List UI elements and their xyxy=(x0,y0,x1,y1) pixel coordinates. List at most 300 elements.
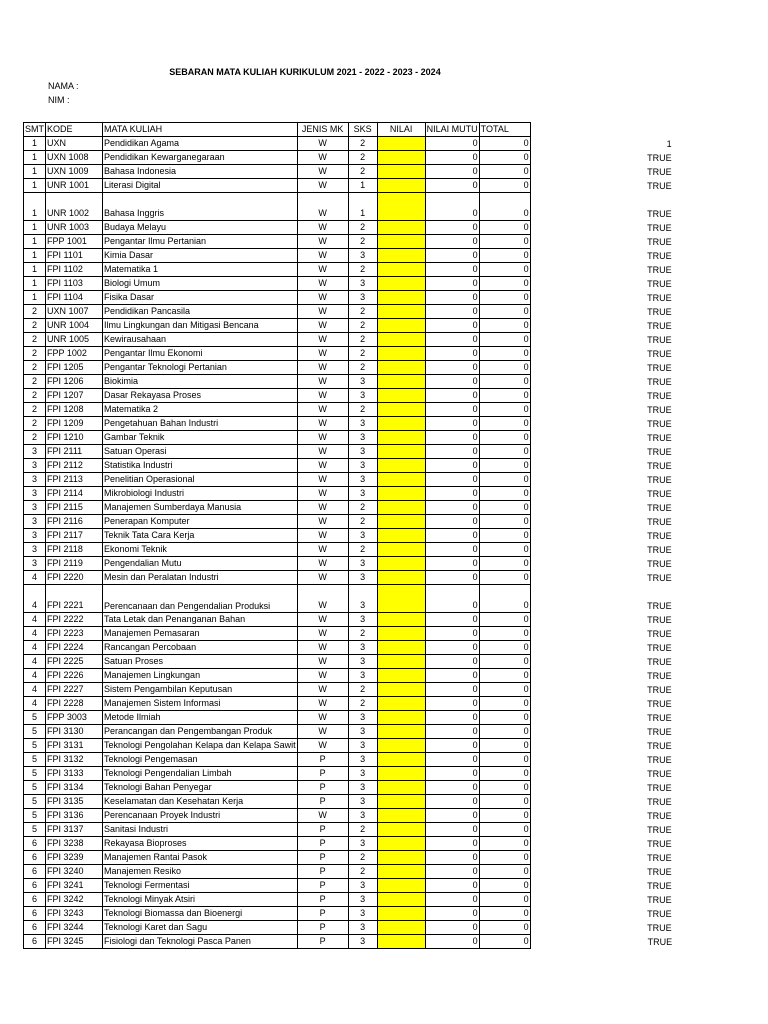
cell-kode: FPI 3241 xyxy=(46,879,103,893)
cell-sks: 2 xyxy=(348,319,377,333)
cell-jenis-mk: W xyxy=(297,445,348,459)
cell-kode: FPI 3245 xyxy=(46,935,103,949)
cell-kode: FPI 2226 xyxy=(46,669,103,683)
cell-sks: 3 xyxy=(348,417,377,431)
cell-mata-kuliah: Perancangan dan Pengembangan Produk xyxy=(103,725,298,739)
cell-nilai-mutu: 0 xyxy=(425,277,479,291)
table-row xyxy=(24,165,674,179)
table-row xyxy=(24,235,674,249)
cell-jenis-mk: P xyxy=(297,767,348,781)
cell-nilai-input[interactable] xyxy=(377,781,425,795)
table-row xyxy=(24,585,674,613)
cell-jenis-mk: P xyxy=(297,781,348,795)
cell-extra: TRUE xyxy=(647,796,672,807)
cell-kode: FPI 1101 xyxy=(46,249,103,263)
cell-jenis-mk: W xyxy=(297,389,348,403)
cell-nilai-input[interactable] xyxy=(377,193,425,221)
cell-smt: 3 xyxy=(24,501,46,515)
cell-mata-kuliah: Kewirausahaan xyxy=(103,333,298,347)
cell-smt: 5 xyxy=(24,809,46,823)
cell-extra: TRUE xyxy=(647,292,672,303)
cell-total: 0 xyxy=(479,627,530,641)
cell-nilai-input[interactable] xyxy=(377,725,425,739)
cell-sks: 3 xyxy=(348,935,377,949)
cell-nilai-input[interactable] xyxy=(377,529,425,543)
cell-jenis-mk: P xyxy=(297,753,348,767)
cell-nilai-input[interactable] xyxy=(377,417,425,431)
cell-jenis-mk: W xyxy=(297,571,348,585)
table-row xyxy=(24,305,674,319)
table-row xyxy=(24,291,674,305)
cell-extra: TRUE xyxy=(647,768,672,779)
cell-mata-kuliah: Tata Letak dan Penanganan Bahan xyxy=(103,613,298,627)
cell-total: 0 xyxy=(479,641,530,655)
cell-nilai-input[interactable] xyxy=(377,669,425,683)
cell-smt: 4 xyxy=(24,571,46,585)
cell-nilai-input[interactable] xyxy=(377,137,425,151)
cell-extra: TRUE xyxy=(647,572,672,583)
cell-smt: 5 xyxy=(24,753,46,767)
cell-sks: 3 xyxy=(348,879,377,893)
cell-extra: TRUE xyxy=(647,362,672,373)
cell-total: 0 xyxy=(479,445,530,459)
cell-nilai-mutu: 0 xyxy=(425,445,479,459)
cell-jenis-mk: W xyxy=(297,627,348,641)
cell-sks: 2 xyxy=(348,543,377,557)
cell-nilai-mutu: 0 xyxy=(425,795,479,809)
cell-smt: 2 xyxy=(24,333,46,347)
cell-mata-kuliah: Kimia Dasar xyxy=(103,249,298,263)
cell-total: 0 xyxy=(479,809,530,823)
cell-mata-kuliah: Pengantar Ilmu Ekonomi xyxy=(103,347,298,361)
cell-mata-kuliah: Pendidikan Agama xyxy=(103,137,298,151)
cell-total: 0 xyxy=(479,151,530,165)
cell-kode: FPI 3243 xyxy=(46,907,103,921)
cell-nilai-mutu: 0 xyxy=(425,305,479,319)
cell-kode: FPI 3131 xyxy=(46,739,103,753)
cell-smt: 5 xyxy=(24,823,46,837)
header-nilai: NILAI xyxy=(377,123,425,137)
cell-mata-kuliah: Teknologi Biomassa dan Bioenergi xyxy=(103,907,298,921)
cell-sks: 3 xyxy=(348,809,377,823)
cell-sks: 2 xyxy=(348,515,377,529)
table-row xyxy=(24,725,674,739)
cell-nilai-mutu: 0 xyxy=(425,375,479,389)
cell-nilai-input[interactable] xyxy=(377,711,425,725)
cell-nilai-input[interactable] xyxy=(377,305,425,319)
cell-kode: FPI 3134 xyxy=(46,781,103,795)
cell-sks: 3 xyxy=(348,711,377,725)
cell-nilai-mutu: 0 xyxy=(425,613,479,627)
cell-total: 0 xyxy=(479,571,530,585)
cell-smt: 1 xyxy=(24,249,46,263)
cell-sks: 2 xyxy=(348,851,377,865)
table-row xyxy=(24,837,674,851)
table-row xyxy=(24,473,674,487)
cell-smt: 1 xyxy=(24,235,46,249)
cell-smt: 4 xyxy=(24,641,46,655)
header-mata-kuliah: MATA KULIAH xyxy=(103,123,298,137)
cell-nilai-mutu: 0 xyxy=(425,417,479,431)
cell-sks: 2 xyxy=(348,865,377,879)
table-row xyxy=(24,151,674,165)
cell-kode: FPI 3136 xyxy=(46,809,103,823)
cell-nilai-input[interactable] xyxy=(377,767,425,781)
cell-smt: 1 xyxy=(24,291,46,305)
cell-nilai-input[interactable] xyxy=(377,613,425,627)
cell-sks: 2 xyxy=(348,305,377,319)
cell-mata-kuliah: Statistika Industri xyxy=(103,459,298,473)
cell-nilai-input[interactable] xyxy=(377,165,425,179)
cell-nilai-input[interactable] xyxy=(377,487,425,501)
cell-mata-kuliah: Literasi Digital xyxy=(103,179,298,193)
cell-jenis-mk: P xyxy=(297,823,348,837)
cell-smt: 1 xyxy=(24,151,46,165)
nama-label: NAMA : xyxy=(48,81,79,91)
cell-smt: 6 xyxy=(24,935,46,949)
cell-smt: 1 xyxy=(24,263,46,277)
cell-total: 0 xyxy=(479,543,530,557)
cell-nilai-mutu: 0 xyxy=(425,935,479,949)
header-row xyxy=(24,123,674,137)
cell-nilai-input[interactable] xyxy=(377,627,425,641)
cell-sks: 3 xyxy=(348,473,377,487)
cell-jenis-mk: W xyxy=(297,557,348,571)
cell-nilai-input[interactable] xyxy=(377,753,425,767)
cell-extra: TRUE xyxy=(647,264,672,275)
cell-nilai-input[interactable] xyxy=(377,935,425,949)
cell-sks: 3 xyxy=(348,781,377,795)
cell-mata-kuliah: Pendidikan Kewarganegaraan xyxy=(103,151,298,165)
cell-nilai-input[interactable] xyxy=(377,571,425,585)
cell-kode: FPI 2113 xyxy=(46,473,103,487)
cell-total: 0 xyxy=(479,907,530,921)
cell-mata-kuliah: Pengantar Ilmu Pertanian xyxy=(103,235,298,249)
cell-total: 0 xyxy=(479,235,530,249)
table-row xyxy=(24,809,674,823)
cell-jenis-mk: W xyxy=(297,459,348,473)
table-row xyxy=(24,445,674,459)
cell-nilai-input[interactable] xyxy=(377,319,425,333)
cell-total: 0 xyxy=(479,837,530,851)
cell-smt: 1 xyxy=(24,137,46,151)
cell-kode: FPI 3132 xyxy=(46,753,103,767)
cell-smt: 2 xyxy=(24,389,46,403)
cell-nilai-input[interactable] xyxy=(377,865,425,879)
cell-total: 0 xyxy=(479,417,530,431)
cell-sks: 3 xyxy=(348,529,377,543)
cell-nilai-input[interactable] xyxy=(377,347,425,361)
cell-mata-kuliah: Perencanaan dan Pengendalian Produksi xyxy=(103,585,298,613)
cell-nilai-input[interactable] xyxy=(377,249,425,263)
table-row xyxy=(24,501,674,515)
cell-mata-kuliah: Mikrobiologi Industri xyxy=(103,487,298,501)
cell-kode: FPI 2224 xyxy=(46,641,103,655)
cell-jenis-mk: W xyxy=(297,361,348,375)
cell-nilai-input[interactable] xyxy=(377,403,425,417)
table-row xyxy=(24,361,674,375)
cell-nilai-input[interactable] xyxy=(377,655,425,669)
cell-nilai-mutu: 0 xyxy=(425,753,479,767)
cell-nilai-input[interactable] xyxy=(377,361,425,375)
cell-total: 0 xyxy=(479,753,530,767)
cell-smt: 6 xyxy=(24,879,46,893)
cell-sks: 2 xyxy=(348,501,377,515)
cell-extra: TRUE xyxy=(647,614,672,625)
cell-kode: FPI 3239 xyxy=(46,851,103,865)
cell-nilai-input[interactable] xyxy=(377,697,425,711)
cell-nilai-input[interactable] xyxy=(377,795,425,809)
cell-nilai-input[interactable] xyxy=(377,179,425,193)
cell-smt: 1 xyxy=(24,221,46,235)
cell-sks: 3 xyxy=(348,459,377,473)
cell-nilai-mutu: 0 xyxy=(425,725,479,739)
cell-jenis-mk: W xyxy=(297,543,348,557)
cell-jenis-mk: W xyxy=(297,291,348,305)
cell-kode: FPI 3130 xyxy=(46,725,103,739)
cell-kode: FPI 2227 xyxy=(46,683,103,697)
cell-total: 0 xyxy=(479,291,530,305)
cell-smt: 3 xyxy=(24,445,46,459)
cell-total: 0 xyxy=(479,249,530,263)
cell-kode: FPP 1002 xyxy=(46,347,103,361)
cell-jenis-mk: P xyxy=(297,921,348,935)
cell-total: 0 xyxy=(479,193,530,221)
cell-sks: 3 xyxy=(348,907,377,921)
cell-total: 0 xyxy=(479,277,530,291)
cell-kode: FPI 1103 xyxy=(46,277,103,291)
cell-kode: FPI 2117 xyxy=(46,529,103,543)
cell-extra: TRUE xyxy=(647,348,672,359)
table-row xyxy=(24,557,674,571)
cell-total: 0 xyxy=(479,893,530,907)
table-row xyxy=(24,515,674,529)
cell-nilai-input[interactable] xyxy=(377,431,425,445)
cell-kode: FPI 2225 xyxy=(46,655,103,669)
cell-nilai-input[interactable] xyxy=(377,809,425,823)
cell-nilai-input[interactable] xyxy=(377,851,425,865)
cell-nilai-mutu: 0 xyxy=(425,361,479,375)
cell-extra: TRUE xyxy=(647,334,672,345)
cell-extra: TRUE xyxy=(647,404,672,415)
table-row xyxy=(24,571,674,585)
cell-mata-kuliah: Manajemen Pemasaran xyxy=(103,627,298,641)
cell-extra: TRUE xyxy=(647,782,672,793)
cell-nilai-mutu: 0 xyxy=(425,865,479,879)
cell-total: 0 xyxy=(479,473,530,487)
cell-nilai-input[interactable] xyxy=(377,823,425,837)
table-row xyxy=(24,781,674,795)
cell-nilai-mutu: 0 xyxy=(425,221,479,235)
table-row xyxy=(24,375,674,389)
cell-kode: FPI 2222 xyxy=(46,613,103,627)
cell-nilai-mutu: 0 xyxy=(425,879,479,893)
cell-mata-kuliah: Teknologi Bahan Penyegar xyxy=(103,781,298,795)
cell-nilai-mutu: 0 xyxy=(425,907,479,921)
cell-nilai-input[interactable] xyxy=(377,235,425,249)
cell-jenis-mk: W xyxy=(297,319,348,333)
cell-mata-kuliah: Teknologi Fermentasi xyxy=(103,879,298,893)
cell-extra: TRUE xyxy=(647,516,672,527)
table-row xyxy=(24,403,674,417)
cell-jenis-mk: P xyxy=(297,893,348,907)
cell-jenis-mk: P xyxy=(297,879,348,893)
cell-nilai-input[interactable] xyxy=(377,879,425,893)
cell-nilai-input[interactable] xyxy=(377,333,425,347)
cell-mata-kuliah: Matematika 1 xyxy=(103,263,298,277)
cell-nilai-input[interactable] xyxy=(377,473,425,487)
cell-total: 0 xyxy=(479,921,530,935)
cell-nilai-mutu: 0 xyxy=(425,697,479,711)
cell-extra: TRUE xyxy=(647,628,672,639)
cell-mata-kuliah: Pendidikan Pancasila xyxy=(103,305,298,319)
cell-jenis-mk: W xyxy=(297,529,348,543)
cell-jenis-mk: W xyxy=(297,249,348,263)
cell-jenis-mk: W xyxy=(297,725,348,739)
cell-nilai-input[interactable] xyxy=(377,921,425,935)
cell-extra: TRUE xyxy=(647,656,672,667)
cell-nilai-input[interactable] xyxy=(377,221,425,235)
cell-smt: 3 xyxy=(24,543,46,557)
table-row xyxy=(24,221,674,235)
cell-kode: FPI 3133 xyxy=(46,767,103,781)
cell-kode: FPI 2112 xyxy=(46,459,103,473)
cell-nilai-mutu: 0 xyxy=(425,543,479,557)
cell-nilai-input[interactable] xyxy=(377,375,425,389)
cell-mata-kuliah: Manajemen Lingkungan xyxy=(103,669,298,683)
cell-nilai-input[interactable] xyxy=(377,291,425,305)
cell-sks: 3 xyxy=(348,669,377,683)
cell-nilai-input[interactable] xyxy=(377,837,425,851)
cell-total: 0 xyxy=(479,823,530,837)
cell-kode: UNR 1001 xyxy=(46,179,103,193)
cell-sks: 2 xyxy=(348,683,377,697)
cell-kode: FPI 3238 xyxy=(46,837,103,851)
cell-extra: TRUE xyxy=(647,670,672,681)
cell-extra: TRUE xyxy=(647,684,672,695)
cell-sks: 2 xyxy=(348,403,377,417)
cell-nilai-mutu: 0 xyxy=(425,571,479,585)
cell-jenis-mk: W xyxy=(297,501,348,515)
cell-sks: 3 xyxy=(348,739,377,753)
cell-extra: TRUE xyxy=(647,852,672,863)
cell-sks: 3 xyxy=(348,837,377,851)
cell-sks: 3 xyxy=(348,557,377,571)
cell-nilai-input[interactable] xyxy=(377,683,425,697)
cell-mata-kuliah: Teknologi Pengendalian Limbah xyxy=(103,767,298,781)
cell-nilai-input[interactable] xyxy=(377,459,425,473)
header-smt: SMT xyxy=(24,123,46,137)
table-row xyxy=(24,767,674,781)
table-row xyxy=(24,277,674,291)
cell-extra: TRUE xyxy=(647,726,672,737)
cell-sks: 3 xyxy=(348,487,377,501)
cell-nilai-input[interactable] xyxy=(377,557,425,571)
cell-nilai-mutu: 0 xyxy=(425,151,479,165)
cell-nilai-input[interactable] xyxy=(377,263,425,277)
cell-smt: 3 xyxy=(24,515,46,529)
cell-nilai-input[interactable] xyxy=(377,389,425,403)
cell-extra: TRUE xyxy=(647,180,672,191)
cell-kode: UXN 1009 xyxy=(46,165,103,179)
cell-nilai-input[interactable] xyxy=(377,585,425,613)
cell-nilai-input[interactable] xyxy=(377,445,425,459)
cell-nilai-input[interactable] xyxy=(377,543,425,557)
cell-nilai-mutu: 0 xyxy=(425,529,479,543)
cell-total: 0 xyxy=(479,319,530,333)
header-jenis-mk: JENIS MK xyxy=(297,123,348,137)
cell-kode: UNR 1002 xyxy=(46,193,103,221)
cell-extra: TRUE xyxy=(647,880,672,891)
cell-sks: 3 xyxy=(348,641,377,655)
cell-nilai-mutu: 0 xyxy=(425,809,479,823)
cell-total: 0 xyxy=(479,851,530,865)
cell-sks: 2 xyxy=(348,263,377,277)
cell-mata-kuliah: Sistem Pengambilan Keputusan xyxy=(103,683,298,697)
cell-total: 0 xyxy=(479,795,530,809)
cell-kode: UNR 1005 xyxy=(46,333,103,347)
cell-sks: 3 xyxy=(348,921,377,935)
cell-smt: 4 xyxy=(24,627,46,641)
cell-total: 0 xyxy=(479,697,530,711)
cell-extra: TRUE xyxy=(647,488,672,499)
cell-mata-kuliah: Satuan Operasi xyxy=(103,445,298,459)
cell-smt: 1 xyxy=(24,165,46,179)
cell-sks: 3 xyxy=(348,277,377,291)
cell-nilai-mutu: 0 xyxy=(425,431,479,445)
cell-total: 0 xyxy=(479,403,530,417)
cell-total: 0 xyxy=(479,179,530,193)
table-row xyxy=(24,333,674,347)
cell-nilai-input[interactable] xyxy=(377,907,425,921)
cell-mata-kuliah: Keselamatan dan Kesehatan Kerja xyxy=(103,795,298,809)
cell-sks: 3 xyxy=(348,753,377,767)
cell-smt: 2 xyxy=(24,361,46,375)
cell-total: 0 xyxy=(479,137,530,151)
cell-extra: TRUE xyxy=(647,810,672,821)
cell-mata-kuliah: Rekayasa Bioproses xyxy=(103,837,298,851)
cell-mata-kuliah: Teknologi Karet dan Sagu xyxy=(103,921,298,935)
cell-nilai-input[interactable] xyxy=(377,277,425,291)
cell-mata-kuliah: Matematika 2 xyxy=(103,403,298,417)
cell-nilai-input[interactable] xyxy=(377,739,425,753)
cell-extra: TRUE xyxy=(647,250,672,261)
cell-mata-kuliah: Sanitasi Industri xyxy=(103,823,298,837)
cell-extra: TRUE xyxy=(647,152,672,163)
table-row xyxy=(24,753,674,767)
cell-total: 0 xyxy=(479,655,530,669)
cell-mata-kuliah: Mesin dan Peralatan Industri xyxy=(103,571,298,585)
table-row xyxy=(24,907,674,921)
table-row xyxy=(24,613,674,627)
cell-mata-kuliah: Metode Ilmiah xyxy=(103,711,298,725)
cell-jenis-mk: W xyxy=(297,403,348,417)
cell-extra: TRUE xyxy=(647,838,672,849)
cell-nilai-input[interactable] xyxy=(377,515,425,529)
cell-nilai-input[interactable] xyxy=(377,151,425,165)
cell-nilai-input[interactable] xyxy=(377,501,425,515)
cell-jenis-mk: W xyxy=(297,375,348,389)
cell-nilai-input[interactable] xyxy=(377,893,425,907)
cell-sks: 3 xyxy=(348,445,377,459)
cell-kode: UXN 1008 xyxy=(46,151,103,165)
table-row xyxy=(24,641,674,655)
cell-extra: TRUE xyxy=(647,894,672,905)
cell-extra: TRUE xyxy=(647,698,672,709)
cell-smt: 1 xyxy=(24,277,46,291)
cell-nilai-input[interactable] xyxy=(377,641,425,655)
cell-jenis-mk: P xyxy=(297,865,348,879)
